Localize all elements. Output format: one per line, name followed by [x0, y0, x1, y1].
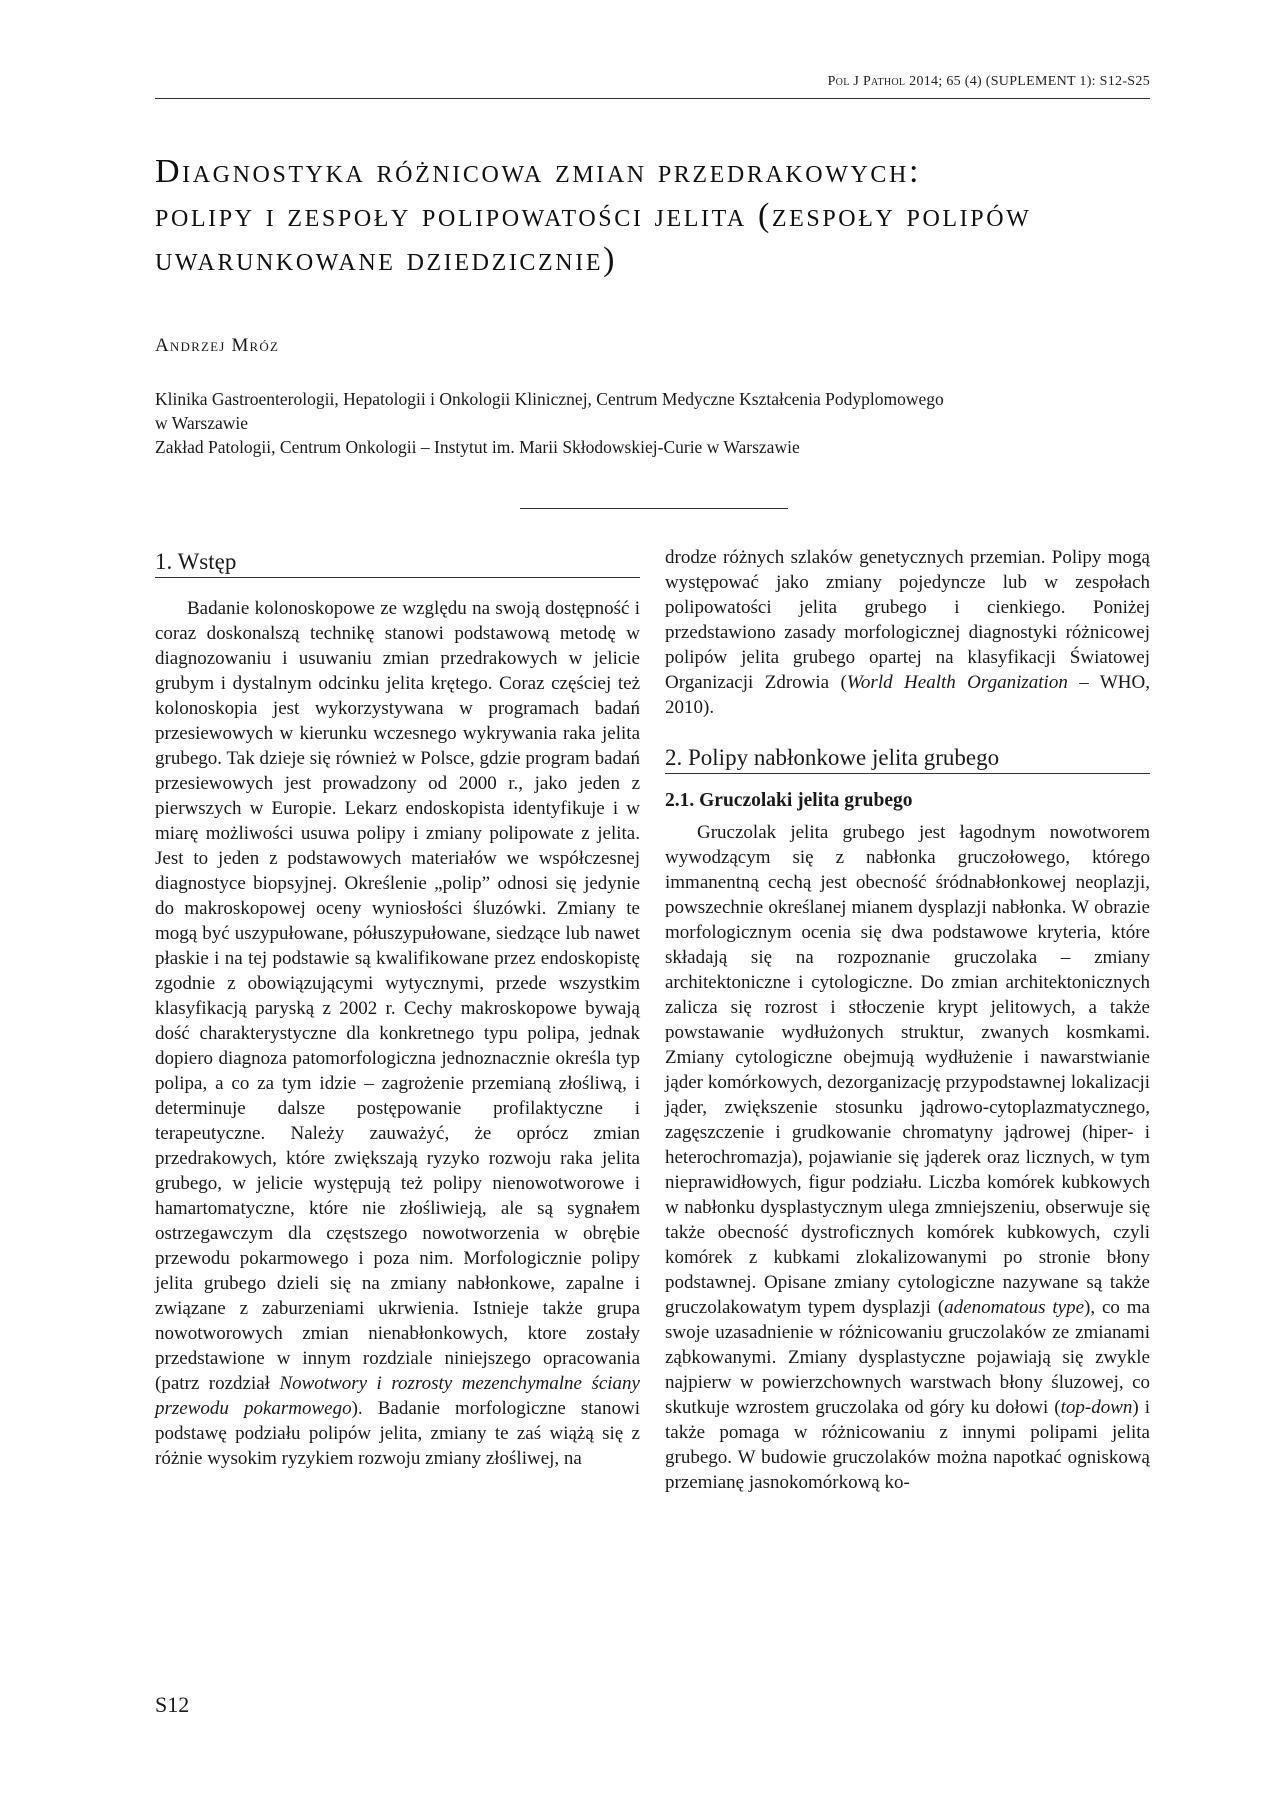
section-1-cross-reference: Nowotwory i rozrosty mezenchymalne ściany przewodu pokarmowego: [155, 1373, 640, 1419]
title-line-2: polipy i zespoły polipowatości jelita (zespoły polipów: [155, 197, 1032, 234]
journal-citation: 2014; 65 (4) (SUPLEMENT 1): S12-S25: [909, 74, 1150, 89]
title-line-1: Diagnostyka różnicowa zmian przedrakowych:: [155, 153, 922, 190]
top-down-term: top-down: [1060, 1397, 1133, 1418]
left-column: [155, 548, 640, 1471]
page-number: S12: [155, 1692, 190, 1717]
affiliation-1-line-1: Klinika Gastroenterologii, Hepatologii i Onkologii Klinicznej, Centrum Medyczne Kształcenia Podyplomowego: [155, 389, 944, 409]
affiliation-2: Zakład Patologii, Centrum Onkologii – Instytut im. Marii Skłodowskiej-Curie w Warszawie: [155, 437, 800, 457]
adenomatous-type-term: adenomatous type: [944, 1297, 1085, 1318]
title-line-3: uwarunkowane dziedzicznie): [155, 241, 618, 278]
adenoma-text-1: Gruczolak jelita grubego jest łagodnym nowotworem wywodzącym się z nabłonka gruczołowego, którego immanentną cechą jest obecność śródnabłonkowej neoplazji, powszechnie określanej mianem dysplazji nabłonka. W obrazie morfologicznym ocenia się dwa podstawowe kryteria, które składają się na rozpoznanie gruczolaka – zmiany architektoniczne i cytologiczne. Do zmian architektonicznych zalicza się rozrost i stłoczenie krypt jelitowych, a także powstawanie wydłużonych struktur, zwanych kosmkami. Zmiany cytologiczne obejmują wydłużenie i nawarstwianie jąder komórkowych, dezorganizację przypodstawnej lokalizacji jąder, zwiększenie stosunku jądrowo-cytoplazmatycznego, zagęszczenie i grudkowanie chromatyny jądrowej (hiper- i heterochromazja), pojawianie się jąderek oraz licznych, w tym nieprawidłowych, figur podziału. Liczba komórek kubkowych w nabłonku dysplastycznym ulega zmniejszeniu, obserwuje się także obecność dystroficznych komórek kubkowych, czyli komórek z kubkami zlokalizowanymi po stronie błony podstawnej. Opisane zmiany cytologiczne nazywane są także gruczolakowatym typem dysplazji (: [665, 822, 1150, 1318]
subsection-2-1-heading: 2.1. Gruczolaki jelita grubego: [665, 790, 913, 811]
continued-paragraph: [665, 545, 1150, 720]
affiliations: [155, 387, 1150, 459]
subsection-2-1-paragraph: [665, 820, 1150, 1495]
adenoma-text-3: ) i także pomaga w różnicowaniu z innymi polipami jelita grubego. W budowie gruczolaków można napotkać ogniskową przemianę jasnokomórkową ko-: [665, 1397, 1150, 1493]
separator-rule: [520, 508, 788, 509]
right-column: [665, 545, 1150, 1495]
continued-text: drodze różnych szlaków genetycznych przemian. Polipy mogą występować jako zmiany pojedyncze lub w zespołach polipowatości jelita grubego i cienkiego. Poniżej przedstawiono zasady morfologicznej diagnostyki różnicowej polipów jelita grubego opartej na klasyfikacji Światowej Organizacji Zdrowia (: [665, 547, 1150, 693]
section-1-text: Badanie kolonoskopowe ze względu na swoją dostępność i coraz doskonalszą technikę stanowi podstawową metodę w diagnozowaniu i usuwaniu zmian przedrakowych w jelicie grubym i dystalnym odcinku jelita krętego. Coraz częściej też kolonoskopia jest wykorzystywana w programach badań przesiewowych w kierunku wczesnego wykrywania raka jelita grubego. Tak dzieje się również w Polsce, gdzie program badań przesiewowych jest prowadzony od 2000 r., jako jeden z pierwszych w Europie. Lekarz endoskopista identyfikuje i w miarę możliwości usuwa polipy i zmiany polipowate z jelita. Jest to jeden z podstawowych materiałów we współczesnej diagnostyce biopsyjnej. Określenie „polip” odnosi się jedynie do makroskopowej oceny wyniosłości śluzówki. Zmiany te mogą być uszypułowane, półuszypułowane, siedzące lub nawet płaskie i na tej podstawie są kwalifikowane przez endoskopistę zgodnie z obowiązującymi wytycznymi, przede wszystkim klasyfikacją paryską z 2002 r. Cechy makroskopowe bywają dość charakterystyczne dla konkretnego typu polipa, jednak dopiero diagnoza patomorfologiczna jednoznacznie określa typ polipa, a co za tym idzie – zagrożenie przemianą złośliwą, i determinuje dalsze postępowanie profilaktyczne i terapeutyczne. Należy zauważyć, że oprócz zmian przedrakowych, które zwiększają ryzyko rozwoju raka jelita grubego, w jelicie występują też polipy nienowotworowe i hamartomatyczne, które nie złośliwieją, ale są sygnałem ostrzegawczym dla częstszego nowotworzenia w obrębie przewodu pokarmowego i poza nim. Morfologicznie polipy jelita grubego dzieli się na zmiany nabłonkowe, zapalne i związane z zaburzeniami ukrwienia. Istnieje także grupa nowotworowych zmian nienabłonkowych, ktore zostały przedstawione w innym rozdziale niniejszego opracowania (patrz rozdział: [155, 598, 640, 1394]
journal-abbreviation: Pol J Pathol: [827, 74, 906, 89]
author-name: Andrzej Mróz: [155, 335, 280, 356]
section-1-text-end: ). Badanie morfologiczne stanowi podstawę podziału polipów jelita, zmiany te zaś wiążą się z różnie wysokim ryzykiem rozwoju zmiany złośliwej, na: [155, 1398, 640, 1469]
running-head: [155, 74, 1150, 90]
adenoma-text-2: ), co ma swoje uzasadnienie w różnicowaniu gruczolaków ze zmianami ząbkowanymi. Zmiany dysplastyczne pojawiają się zwykle najpierw w powierzchownych warstwach błony śluzowej, co skutkuje wzrostem gruczolaka od góry ku dołowi (: [665, 1297, 1150, 1418]
header-rule: [155, 98, 1150, 99]
section-1-heading: 1. Wstęp: [155, 548, 640, 578]
affiliation-1-line-2: w Warszawie: [155, 413, 249, 433]
section-2-heading: 2. Polipy nabłonkowe jelita grubego: [665, 744, 1150, 774]
section-1-paragraph: [155, 596, 640, 1471]
who-name: World Health Organization: [846, 672, 1068, 693]
article-title: [155, 150, 1150, 282]
continued-text-end: – WHO, 2010).: [665, 672, 1150, 718]
